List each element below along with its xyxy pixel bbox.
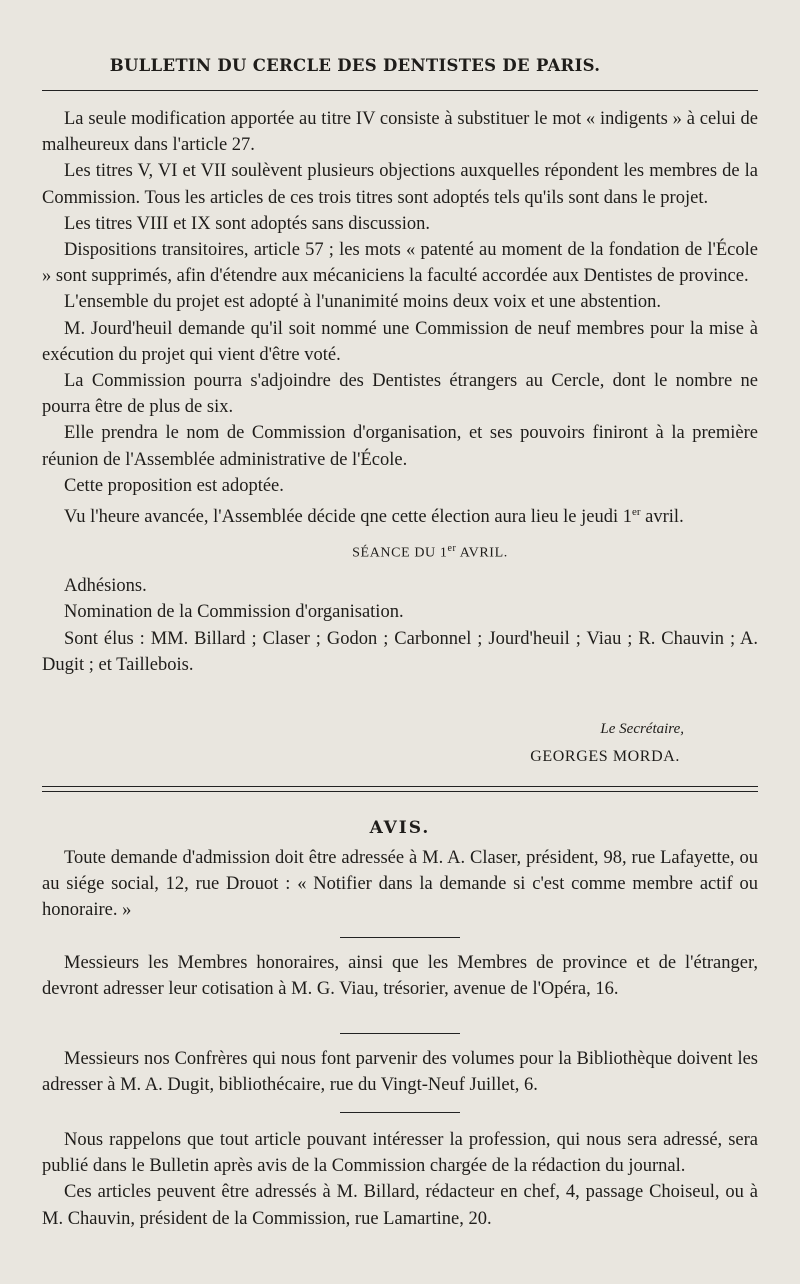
avis-block-4 xyxy=(42,1127,758,1232)
section-double-rule-top xyxy=(42,786,758,787)
minutes-paragraph: Dispositions transitoires, article 57 ; les mots « patenté au moment de la fondation de l'École » sont supprimés, afin d'étendre aux mécaniciens la faculté accordée aux Dentistes de province. xyxy=(42,240,758,287)
minutes-paragraph: Les titres VIII et IX sont adoptés sans discussion. xyxy=(64,213,431,234)
minutes-paragraph: Les titres V, VI et VII soulèvent plusieurs objections auxquelles répondent les membres de la Commission. Tous les articles de ces trois titres sont adoptés tels qu'ils sont dans le projet. xyxy=(42,161,758,208)
avis-paragraph: Nous rappelons que tout article pouvant intéresser la profession, qui nous sera adressé, sera publié dans le Bulletin après avis de la Commission chargée de la rédaction du journal. xyxy=(42,1130,758,1177)
minutes-paragraph: M. Jourd'heuil demande qu'il soit nommé une Commission de neuf membres pour la mise à exécution du projet qui vient d'être voté. xyxy=(42,318,758,365)
session-heading-text: SÉANCE DU 1 xyxy=(352,546,448,562)
minutes-paragraph-election xyxy=(42,499,758,530)
avis-paragraph: Messieurs les Membres honoraires, ainsi que les Membres de province et de l'étranger, devront adresser leur cotisation à M. G. Viau, trésorier, avenue de l'Opéra, 16. xyxy=(42,953,758,1000)
minutes-text xyxy=(42,106,758,678)
section-double-rule-bottom xyxy=(42,791,758,792)
header-rule xyxy=(42,90,758,91)
ordinal-suffix: er xyxy=(632,506,641,519)
minutes-paragraph: Cette proposition est adoptée. xyxy=(64,475,284,496)
avis-block-1 xyxy=(42,845,758,924)
election-text-end: avril. xyxy=(640,507,684,528)
session-item: Adhésions. xyxy=(64,576,147,597)
session-item: Sont élus : MM. Billard ; Claser ; Godon ; Carbonnel ; Jourd'heuil ; Viau ; R. Chauvin ; A. Dugit ; et Taillebois. xyxy=(42,628,758,675)
avis-paragraph: Messieurs nos Confrères qui nous font parvenir des volumes pour la Bibliothèque doivent les adresser à M. A. Dugit, bibliothécaire, rue du Vingt-Neuf Juillet, 6. xyxy=(42,1049,758,1096)
signature-name: GEORGES MORDA. xyxy=(530,748,680,765)
avis-paragraph: Toute demande d'admission doit être adressée à M. A. Claser, président, 98, rue Lafayette, ou au siége social, 12, rue Drouot : « Notifier dans la demande si c'est comme membre actif ou honoraire. » xyxy=(42,848,758,921)
avis-paragraph: Ces articles peuvent être adressés à M. Billard, rédacteur en chef, 4, passage Choiseul, ou à M. Chauvin, président de la Commission, rue Lamartine, 20. xyxy=(42,1182,758,1229)
session-heading-sup: er xyxy=(447,543,457,555)
minutes-paragraph: L'ensemble du projet est adopté à l'unanimité moins deux voix et une abstention. xyxy=(64,292,661,313)
election-text: Vu l'heure avancée, l'Assemblée décide qne cette élection aura lieu le jeudi 1 xyxy=(64,507,632,528)
session-item: Nomination de la Commission d'organisation. xyxy=(64,602,404,623)
separator-rule xyxy=(340,937,460,938)
session-heading-end: AVRIL. xyxy=(456,546,508,562)
avis-block-3 xyxy=(42,1046,758,1098)
session-heading xyxy=(102,536,758,567)
avis-block-2 xyxy=(42,950,758,1002)
minutes-paragraph: Elle prendra le nom de Commission d'organisation, et ses pouvoirs finiront à la première réunion de l'Assemblée administrative de l'École. xyxy=(42,423,758,470)
separator-rule xyxy=(340,1033,460,1034)
avis-title: AVIS. xyxy=(369,818,431,838)
minutes-paragraph: La Commission pourra s'adjoindre des Dentistes étrangers au Cercle, dont le nombre ne pourra être de plus de six. xyxy=(42,371,758,418)
separator-rule xyxy=(340,1112,460,1113)
signature-role: Le Secrétaire, xyxy=(600,721,684,737)
running-title: BULLETIN DU CERCLE DES DENTISTES DE PARIS. xyxy=(109,56,601,75)
minutes-paragraph: La seule modification apportée au titre IV consiste à substituer le mot « indigents » à celui de malheureux dans l'article 27. xyxy=(42,109,758,156)
